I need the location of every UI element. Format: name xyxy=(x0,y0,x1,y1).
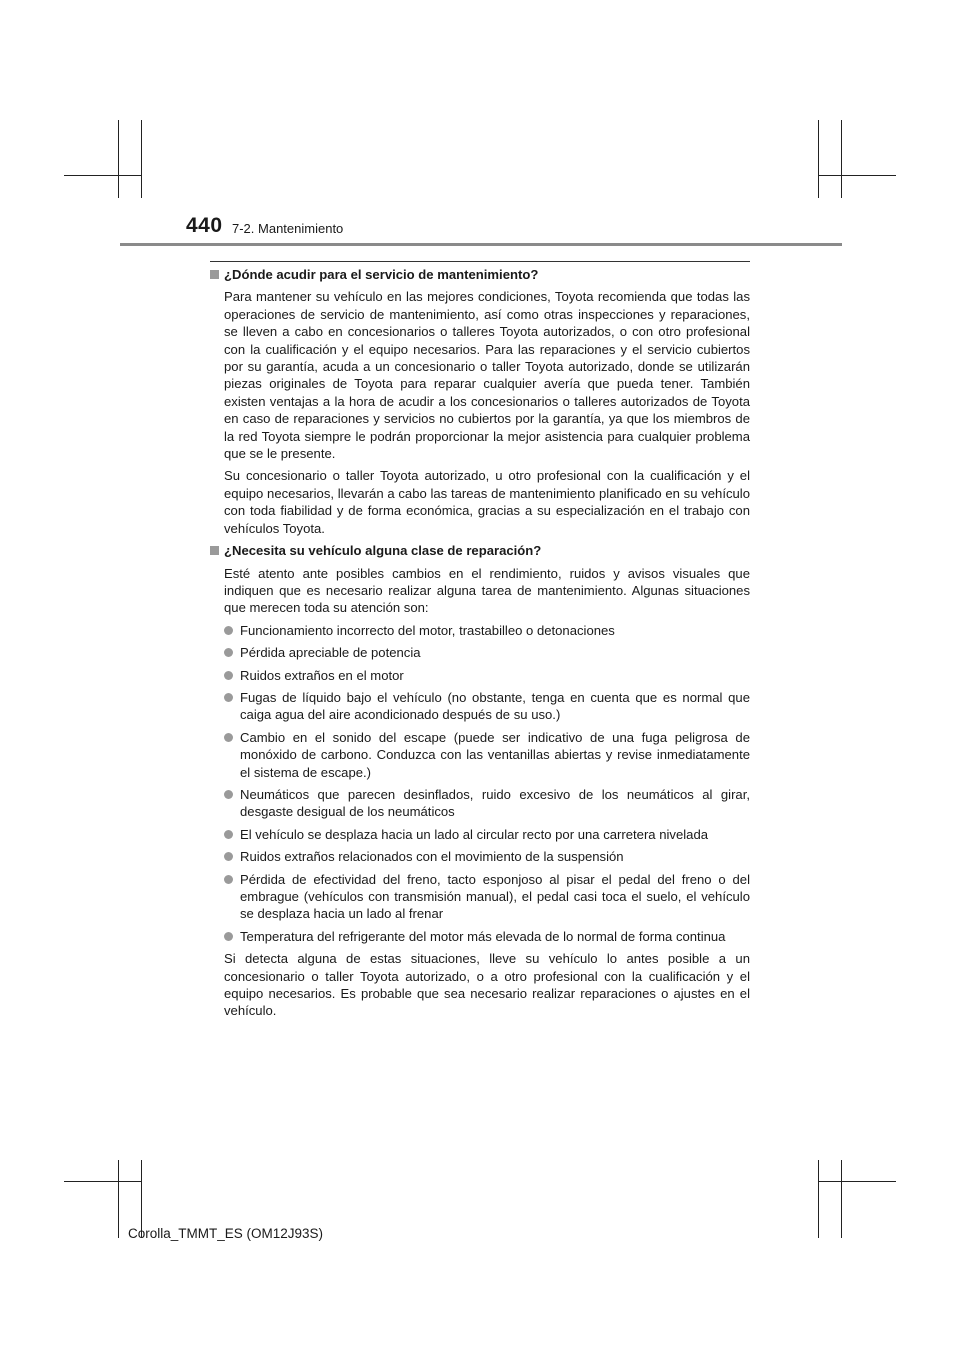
round-bullet-icon xyxy=(224,648,233,657)
round-bullet-icon xyxy=(224,671,233,680)
section-heading xyxy=(210,266,750,283)
crop-mark xyxy=(818,1160,819,1238)
paragraph: Si detecta alguna de estas situaciones, lleve su vehículo lo antes posible a un concesionario o taller Toyota autorizado, o a otro profesional con la cualificación y el equipo necesarios. Es probable que sea necesario realizar reparaciones o ajustes en el vehículo. xyxy=(224,951,750,1019)
list-item: El vehículo se desplaza hacia un lado al circular recto por una carretera nivelada xyxy=(224,826,750,843)
content-rule xyxy=(210,261,750,262)
list-item: Neumáticos que parecen desinflados, ruido excesivo de los neumáticos al girar, desgaste desigual de los neumáticos xyxy=(224,786,750,821)
list-item: Pérdida apreciable de potencia xyxy=(224,644,750,661)
round-bullet-icon xyxy=(224,830,233,839)
paragraph: Esté atento ante posibles cambios en el rendimiento, ruidos y avisos visuales que indiquen que es necesario realizar alguna tarea de mantenimiento. Algunas situaciones que merecen toda su atención son: xyxy=(224,565,750,616)
square-bullet-icon xyxy=(210,546,219,555)
section-heading xyxy=(210,542,750,559)
crop-mark xyxy=(118,1160,119,1238)
crop-mark xyxy=(818,1181,896,1182)
round-bullet-icon xyxy=(224,932,233,941)
round-bullet-icon xyxy=(224,626,233,635)
list-item: Temperatura del refrigerante del motor más elevada de lo normal de forma continua xyxy=(224,928,750,945)
symptom-list xyxy=(210,622,750,946)
crop-mark xyxy=(118,120,119,198)
round-bullet-icon xyxy=(224,693,233,702)
section-title: ¿Necesita su vehículo alguna clase de reparación? xyxy=(224,543,542,559)
page-number: 440 xyxy=(186,214,223,237)
section-label: 7-2. Mantenimiento xyxy=(232,221,344,236)
section-title: ¿Dónde acudir para el servicio de mantenimiento? xyxy=(224,267,539,282)
crop-mark xyxy=(841,120,842,198)
round-bullet-icon xyxy=(224,790,233,799)
round-bullet-icon xyxy=(224,733,233,742)
list-item: Fugas de líquido bajo el vehículo (no obstante, tenga en cuenta que es normal que caiga agua del aire acondicionado después de su uso.) xyxy=(224,689,750,724)
list-item: Ruidos extraños relacionados con el movimiento de la suspensión xyxy=(224,848,750,865)
crop-mark xyxy=(841,1160,842,1238)
document-id: Corolla_TMMT_ES (OM12J93S) xyxy=(128,1226,324,1241)
crop-mark xyxy=(141,120,142,198)
paragraph: Su concesionario o taller Toyota autorizado, u otro profesional con la cualificación y el equipo necesarios, llevarán a cabo las tareas de mantenimiento planificado en su vehículo con toda fiabilidad y de forma económica, gracias a su especialización en el trabajo con vehículos Toyota. xyxy=(224,468,750,536)
round-bullet-icon xyxy=(224,852,233,861)
round-bullet-icon xyxy=(224,875,233,884)
list-item: Ruidos extraños en el motor xyxy=(224,667,750,684)
crop-mark xyxy=(64,175,142,176)
paragraph: Para mantener su vehículo en las mejores condiciones, Toyota recomienda que todas las operaciones de servicio de mantenimiento, así como otras inspecciones y reparaciones, se lleven a cabo en concesionarios o talleres Toyota autorizados, o con otro profesional con la cualificación y el equipo necesarios. Para las reparaciones y el servicio cubiertos por su garantía, acuda a un concesionario o taller Toyota autorizado, donde se utilizarán piezas originales de Toyota para reparar cualquier avería que pueda tener. También existen ventajas a la hora de acudir a los concesionarios o talleres autorizados de Toyota en caso de reparaciones y servicios no cubiertos por la garantía, ya que los miembros de la red Toyota siempre le podrán proporcionar la mejor asistencia para cualquier problema que se le presente. xyxy=(224,289,750,462)
header-rule xyxy=(120,243,842,246)
list-item: Pérdida de efectividad del freno, tacto esponjoso al pisar el pedal del freno o del embrague (vehículos con transmisión manual), el pedal casi toca el suelo, el vehículo se desplaza hacia un lado al frenar xyxy=(224,871,750,923)
crop-mark xyxy=(64,1181,142,1182)
crop-mark xyxy=(818,120,819,198)
crop-mark xyxy=(818,175,896,176)
list-item: Cambio en el sonido del escape (puede ser indicativo de una fuga peligrosa de monóxido de carbono. Conduzca con las ventanillas abiertas y revise inmediatamente el sistema de escape.) xyxy=(224,729,750,781)
square-bullet-icon xyxy=(210,270,219,279)
list-item: Funcionamiento incorrecto del motor, trastabilleo o detonaciones xyxy=(224,622,750,639)
main-content xyxy=(210,266,750,1025)
